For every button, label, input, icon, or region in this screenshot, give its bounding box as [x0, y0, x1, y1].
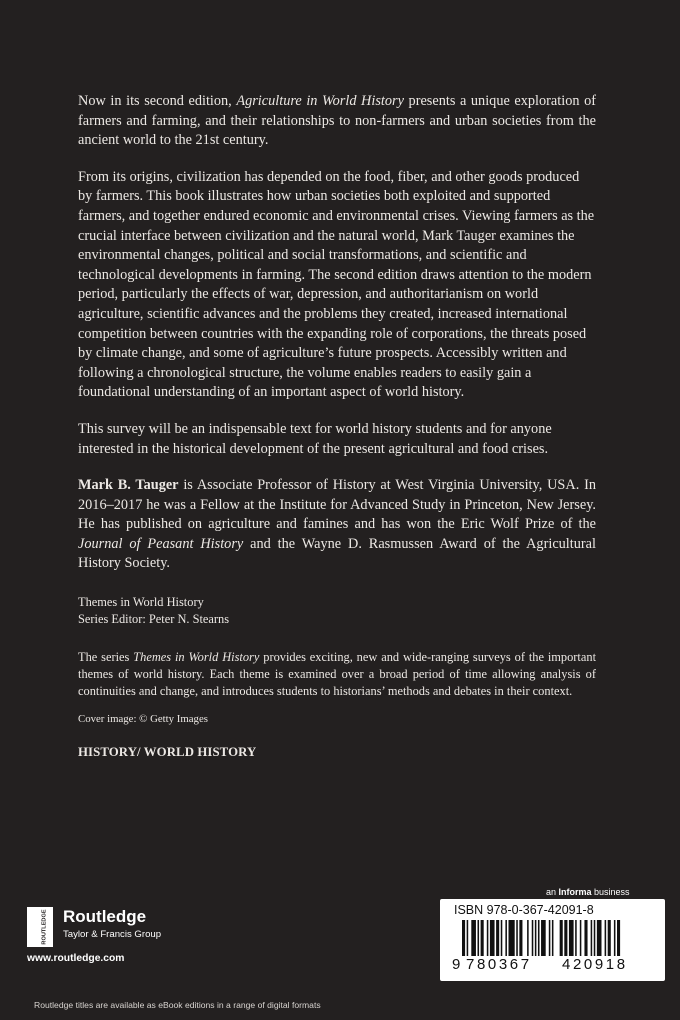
series-desc-end: provides exciting, new and wide-ranging surveys of the important themes of world history. Each theme is examined over a broad period of time allowing analysis of continuities and change, and introduces students to historians’ methods and debates in their context.	[78, 650, 597, 699]
barcode-digits-left: 780367	[466, 956, 532, 973]
author-bio-text-2: and the Wayne D. Rasmussen Award of the Agricultural History Society.	[78, 535, 596, 572]
routledge-logo-mark-icon	[27, 907, 53, 947]
barcode-bar	[594, 920, 596, 956]
isbn-label: ISBN 978-0-367-42091-8	[454, 903, 594, 917]
barcode-bar	[505, 920, 507, 956]
informa-suffix: business	[591, 887, 630, 897]
barcode-bar	[538, 920, 540, 956]
barcode-bar	[471, 920, 476, 956]
barcode-bar	[532, 920, 534, 956]
series-desc-start: The series	[78, 650, 134, 665]
ebook-note: Routledge titles are available as eBook editions in a range of digital formats	[34, 1000, 321, 1010]
intro-text-start: Now in its second edition,	[78, 93, 237, 109]
journal-title: Journal of Peasant History	[78, 535, 244, 552]
book-title: Agriculture in World History	[236, 93, 404, 109]
description-paragraph: From its origins, civilization has depended on the food, fiber, and other goods produced by farmers. This book illustrates how urban societies both exploited and supported farmers, and together endured economic and environmental crises. Viewing farmers as the crucial interface between civilization and the natural world, Mark Tauger examines the environmental changes, political and social transformations, and scientific and technological developments in farming. The second edition draws attention to the modern period, particularly the effects of war, depression, and authoritarianism on world agriculture, scientific advances and the problems they created, increased international competition between countries with the expanding role of corporations, the threats posed by climate change, and some of agriculture’s future prospects. Accessibly written and following a chronological structure, the volume enables readers to easily gain a foundational understanding of an important aspect of world history.	[78, 168, 595, 401]
intro-paragraph	[78, 92, 596, 151]
barcode-digits-right: 420918	[562, 956, 628, 973]
logo-mark-text: ROUTLEDGE	[41, 909, 48, 945]
barcode-bar	[614, 920, 616, 956]
subject-category: HISTORY/ WORLD HISTORY	[78, 744, 257, 759]
barcode-bar	[569, 920, 574, 956]
barcode-bar	[541, 920, 546, 956]
barcode-bar	[552, 920, 554, 956]
cover-credit: Cover image: © Getty Images	[78, 712, 208, 725]
isbn-barcode	[440, 899, 665, 981]
barcode-bar	[580, 920, 582, 956]
barcode-bar	[496, 920, 499, 956]
series-editor: Series Editor: Peter N. Stearns	[78, 611, 230, 626]
informa-name: Informa	[558, 887, 592, 897]
barcode-bar	[584, 920, 587, 956]
barcode-bar	[617, 920, 620, 956]
author-bio-text-1: is Associate Professor of History at West Virginia University, USA. In 2016–2017 he was a Fellow at the Institute for Advanced Study in Princeton, New Jersey. He has published on agriculture and famines and has won the Eric Wolf Prize of the	[78, 477, 596, 533]
barcode-bar	[487, 920, 489, 956]
barcode-bar	[467, 920, 469, 956]
barcode-bar	[535, 920, 537, 956]
series-description	[78, 649, 596, 701]
publisher-group: Taylor & Francis Group	[63, 929, 162, 940]
barcode-bar	[608, 920, 611, 956]
barcode-bar	[575, 920, 577, 956]
barcode-bar	[501, 920, 503, 956]
barcode-bar	[490, 920, 495, 956]
barcode-bar	[516, 920, 518, 956]
barcode-bar	[509, 920, 515, 956]
barcode-bar	[462, 920, 465, 956]
publisher-name: Routledge	[63, 907, 147, 926]
barcode-bar	[478, 920, 480, 956]
series-name: Themes in World History	[78, 595, 204, 610]
series-desc-title: Themes in World History	[133, 650, 260, 665]
barcode-bars	[452, 920, 652, 958]
author-name: Mark B. Tauger	[78, 477, 179, 494]
barcode-bar	[564, 920, 567, 956]
barcode-digit-first: 9	[452, 956, 461, 973]
series-block	[78, 594, 596, 627]
intro-text-end: presents a unique exploration of farmers and farming, and their relationships to non-farmers and urban societies from the ancient world to the 21st century.	[78, 93, 597, 149]
informa-business-label	[546, 887, 630, 897]
back-cover-text	[78, 92, 596, 760]
audience-paragraph: This survey will be an indispensable text for world history students and for anyone interested in the historical development of the present agricultural and food crises.	[78, 420, 552, 457]
barcode-bar	[481, 920, 484, 956]
barcode-bar	[605, 920, 607, 956]
publisher-website[interactable]: www.routledge.com	[27, 953, 125, 964]
barcode-bar	[597, 920, 602, 956]
informa-prefix: an	[546, 887, 559, 897]
barcode-bar	[527, 920, 529, 956]
barcode-bar	[549, 920, 551, 956]
author-bio	[78, 476, 596, 574]
barcode-bar	[591, 920, 593, 956]
barcode-bar	[519, 920, 522, 956]
barcode-bar	[560, 920, 563, 956]
